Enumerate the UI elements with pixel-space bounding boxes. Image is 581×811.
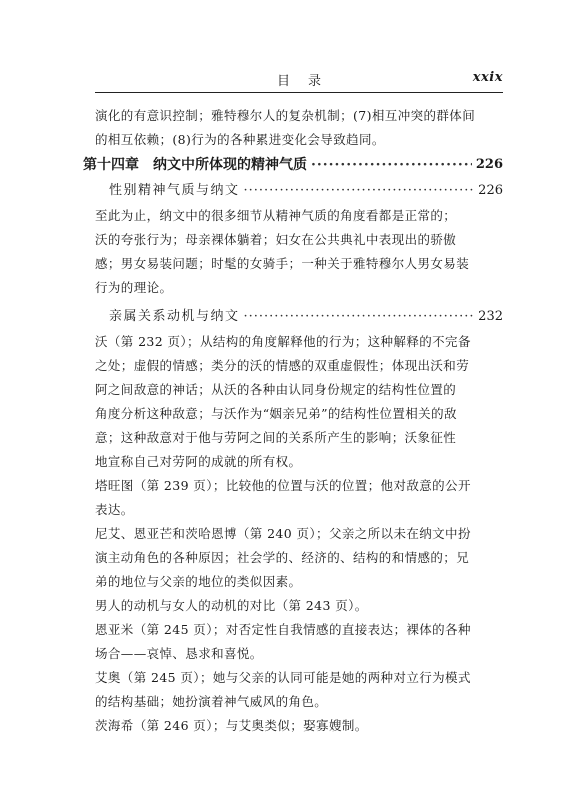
text-line: 场合——哀悼、恳求和喜悦。 <box>95 646 263 661</box>
text-line: 的相互依赖；(8)行为的各种累进变化会导致趋同。 <box>95 132 385 147</box>
text-line: 恩亚米（第 245 页）；对否定性自我情感的直接表达；裸体的各种 <box>95 622 471 637</box>
section-label: 亲属关系动机与纳文 <box>109 309 240 324</box>
text-line: 至此为止，纳文中的很多细节从精神气质的角度看都是正常的； <box>95 208 457 223</box>
text-line: 行为的理论。 <box>95 280 173 295</box>
text-line: 之处；虚假的情感；类分的沃的情感的双重虚假性；体现出沃和劳 <box>95 358 470 373</box>
leader-dots <box>311 152 472 178</box>
subentry-tawangtu <box>95 474 503 522</box>
text-line: 表达。 <box>95 502 134 517</box>
subentry-iau <box>95 666 503 714</box>
subentry-wo <box>95 330 503 474</box>
text-line: 艾奥（第 245 页）；她与父亲的认同可能是她的两种对立行为模式 <box>95 670 471 685</box>
intro-paragraph <box>95 104 503 152</box>
text-line: 塔旺图（第 239 页）；比较他的位置与沃的位置；他对敌意的公开 <box>95 478 471 493</box>
text-line: 弟的地位与父亲的地位的类似因素。 <box>95 574 302 589</box>
section-label: 性别精神气质与纳文 <box>109 183 240 198</box>
leader-dots <box>244 304 475 330</box>
text-line: 演化的有意识控制；雅特穆尔人的复杂机制；(7)相互冲突的群体间 <box>95 108 476 123</box>
text-line: 角度分析这种敌意；与沃作为“姻亲兄弟”的结构性位置相关的敌 <box>95 406 457 421</box>
subentry-father <box>95 522 503 594</box>
header-rule <box>95 92 503 93</box>
section-page: 232 <box>478 309 503 324</box>
text-line: 感；男女易装问题；时髦的女骑手；一种关于雅特穆尔人男女易装 <box>95 256 470 271</box>
page-number: xxix <box>472 70 503 85</box>
section-summary <box>95 204 503 300</box>
text-line: 沃（第 232 页）；从结构的角度解释他的行为；这种解释的不完备 <box>95 334 471 349</box>
text-line: 演主动角色的各种原因；社会学的、经济的、结构的和情感的；兄 <box>95 550 470 565</box>
section-entry[interactable] <box>95 178 503 204</box>
subentry-nyame <box>95 618 503 666</box>
section-page: 226 <box>478 183 503 198</box>
text-line: 茨海希（第 246 页）；与艾奥类似；娶寡嫂制。 <box>95 718 368 733</box>
text-line: 的结构基础；她扮演着神气威风的角色。 <box>95 694 328 709</box>
section-entry[interactable] <box>95 304 503 330</box>
text-line: 尼艾、恩亚芒和茨哈恩博（第 240 页）；父亲之所以未在纳文中扮 <box>95 526 471 541</box>
running-header <box>95 70 503 90</box>
text-line: 意；这种敌意对于他与劳阿之间的关系所产生的影响；沃象征性 <box>95 430 457 445</box>
subentry-tshaishi <box>95 714 503 738</box>
text-line: 沃的夸张行为；母亲裸体躺着；妇女在公共典礼中表现出的骄傲 <box>95 232 457 247</box>
header-title: 目录 <box>276 74 339 89</box>
chapter-page: 226 <box>475 157 503 172</box>
text-line: 地宣称自己对劳阿的成就的所有权。 <box>95 454 302 469</box>
subentry-motives <box>95 594 503 618</box>
leader-dots <box>244 178 475 204</box>
text-line: 阿之间敌意的神话；从沃的各种由认同身份规定的结构性位置的 <box>95 382 457 397</box>
toc-content <box>83 104 503 738</box>
chapter-label: 第十四章 纳文中所体现的精神气质 <box>83 157 307 173</box>
text-line: 男人的动机与女人的动机的对比（第 243 页）。 <box>95 598 368 613</box>
chapter-entry[interactable] <box>83 152 503 178</box>
